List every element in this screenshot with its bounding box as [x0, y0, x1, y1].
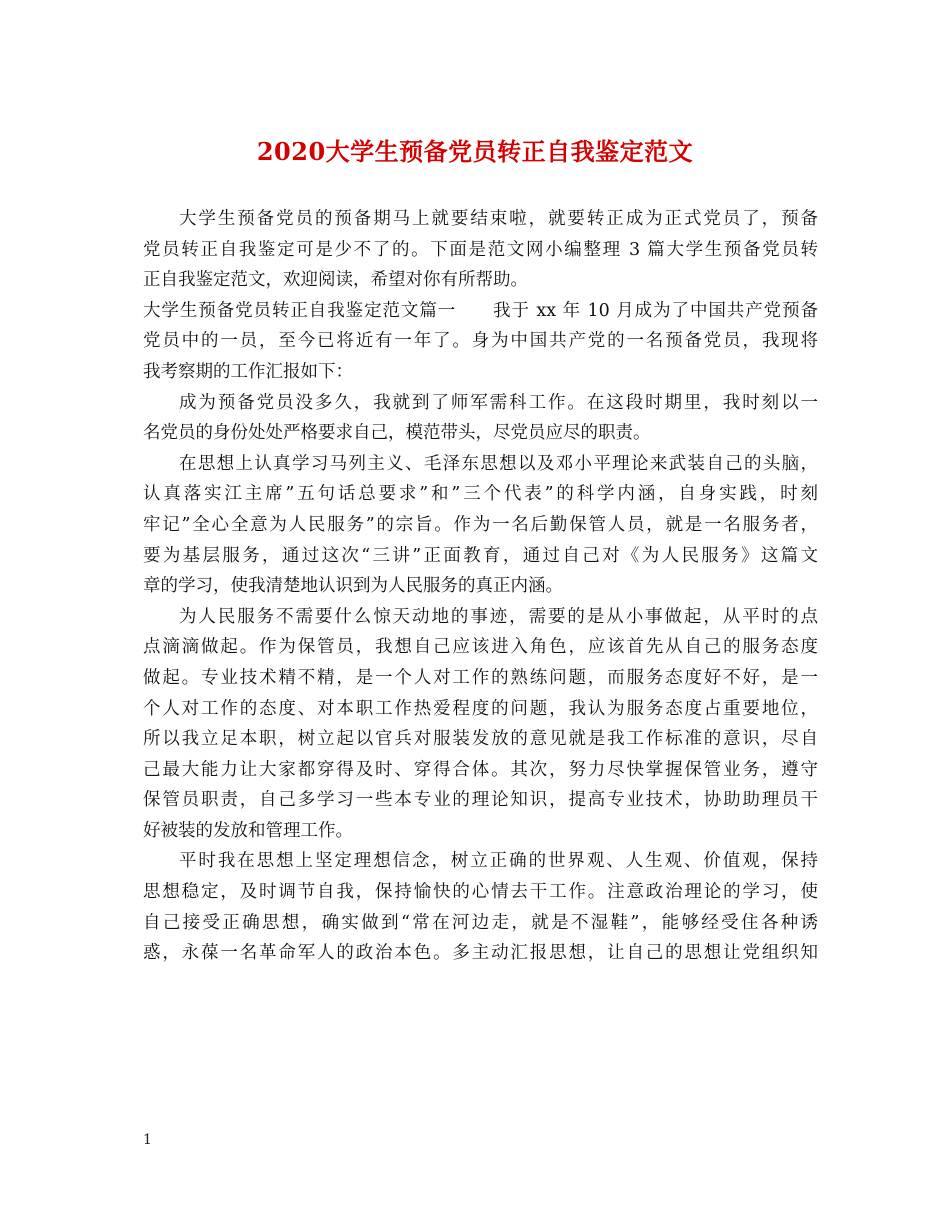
body-line: 思想稳定，及时调节自我，保持愉快的心情去干工作。注意政治理论的学习，使: [143, 882, 818, 903]
body-line: 保管员职责，自己多学习一些本专业的理论知识，提高专业技术，协助助理员干: [143, 790, 818, 811]
body-line: 名党员的身份处处严格要求自己，模范带头，尽党员应尽的职责。: [143, 423, 651, 444]
body-line: 党员中的一员，至今已将近有一年了。身为中国共产党的一名预备党员，我现将: [143, 331, 818, 352]
body-line: 平时我在思想上坚定理想信念，树立正确的世界观、人生观、价值观，保持: [179, 851, 818, 872]
body-line: 成为预备党员没多久，我就到了师军需科工作。在这段时期里，我时刻以一: [179, 392, 818, 413]
body-line: 在思想上认真学习马列主义、毛泽东思想以及邓小平理论来武装自己的头脑，: [179, 453, 818, 474]
body-line: 正自我鉴定范文，欢迎阅读，希望对你有所帮助。: [143, 270, 528, 291]
body-line: 牢记”全心全意为人民服务”的宗旨。作为一名后勤保管人员，就是一名服务者，: [143, 514, 818, 535]
body-line: 点滴滴做起。作为保管员，我想自己应该进入角色，应该首先从自己的服务态度: [143, 637, 818, 658]
body-line: 认真落实江主席”五句话总要求”和”三个代表”的科学内涵，自身实践，时刻: [143, 484, 818, 505]
body-line: 己最大能力让大家都穿得及时、穿得合体。其次，努力尽快掌握保管业务，遵守: [143, 759, 818, 780]
document-title: 2020大学生预备党员转正自我鉴定范文: [256, 137, 694, 166]
body-line: 惑，永葆一名革命军人的政治本色。多主动汇报思想，让自己的思想让党组织知: [143, 943, 818, 964]
body-line: 自己接受正确思想，确实做到“常在河边走，就是不湿鞋”，能够经受住各种诱: [143, 912, 818, 933]
body-line: 所以我立足本职，树立起以官兵对服装发放的意见就是我工作标准的意识，尽自: [143, 729, 818, 750]
body-line: 要为基层服务，通过这次“三讲”正面教育，通过自己对《为人民服务》这篇文: [143, 545, 818, 566]
body-line: 章的学习，使我清楚地认识到为人民服务的真正内涵。: [143, 576, 563, 597]
page-number: 1: [143, 1132, 152, 1148]
body-line: 好被装的发放和管理工作。: [143, 820, 353, 841]
body-line: 我考察期的工作汇报如下：: [143, 361, 353, 382]
body-line: 为人民服务不需要什么惊天动地的事迹，需要的是从小事做起，从平时的点: [179, 606, 818, 627]
document-body: [143, 204, 818, 969]
body-line: 做起。专业技术精不精，是一个人对工作的熟练问题，而服务态度好不好，是一: [143, 667, 818, 688]
body-line: 大学生预备党员转正自我鉴定范文篇一 我于 xx 年 10 月成为了中国共产党预备: [143, 300, 818, 321]
body-line: 个人对工作的态度、对本职工作热爱程度的问题，我认为服务态度占重要地位，: [143, 698, 818, 719]
body-line: 大学生预备党员的预备期马上就要结束啦，就要转正成为正式党员了，预备: [179, 209, 818, 229]
body-line: 党员转正自我鉴定可是少不了的。下面是范文网小编整理 3 篇大学生预备党员转: [143, 239, 818, 260]
